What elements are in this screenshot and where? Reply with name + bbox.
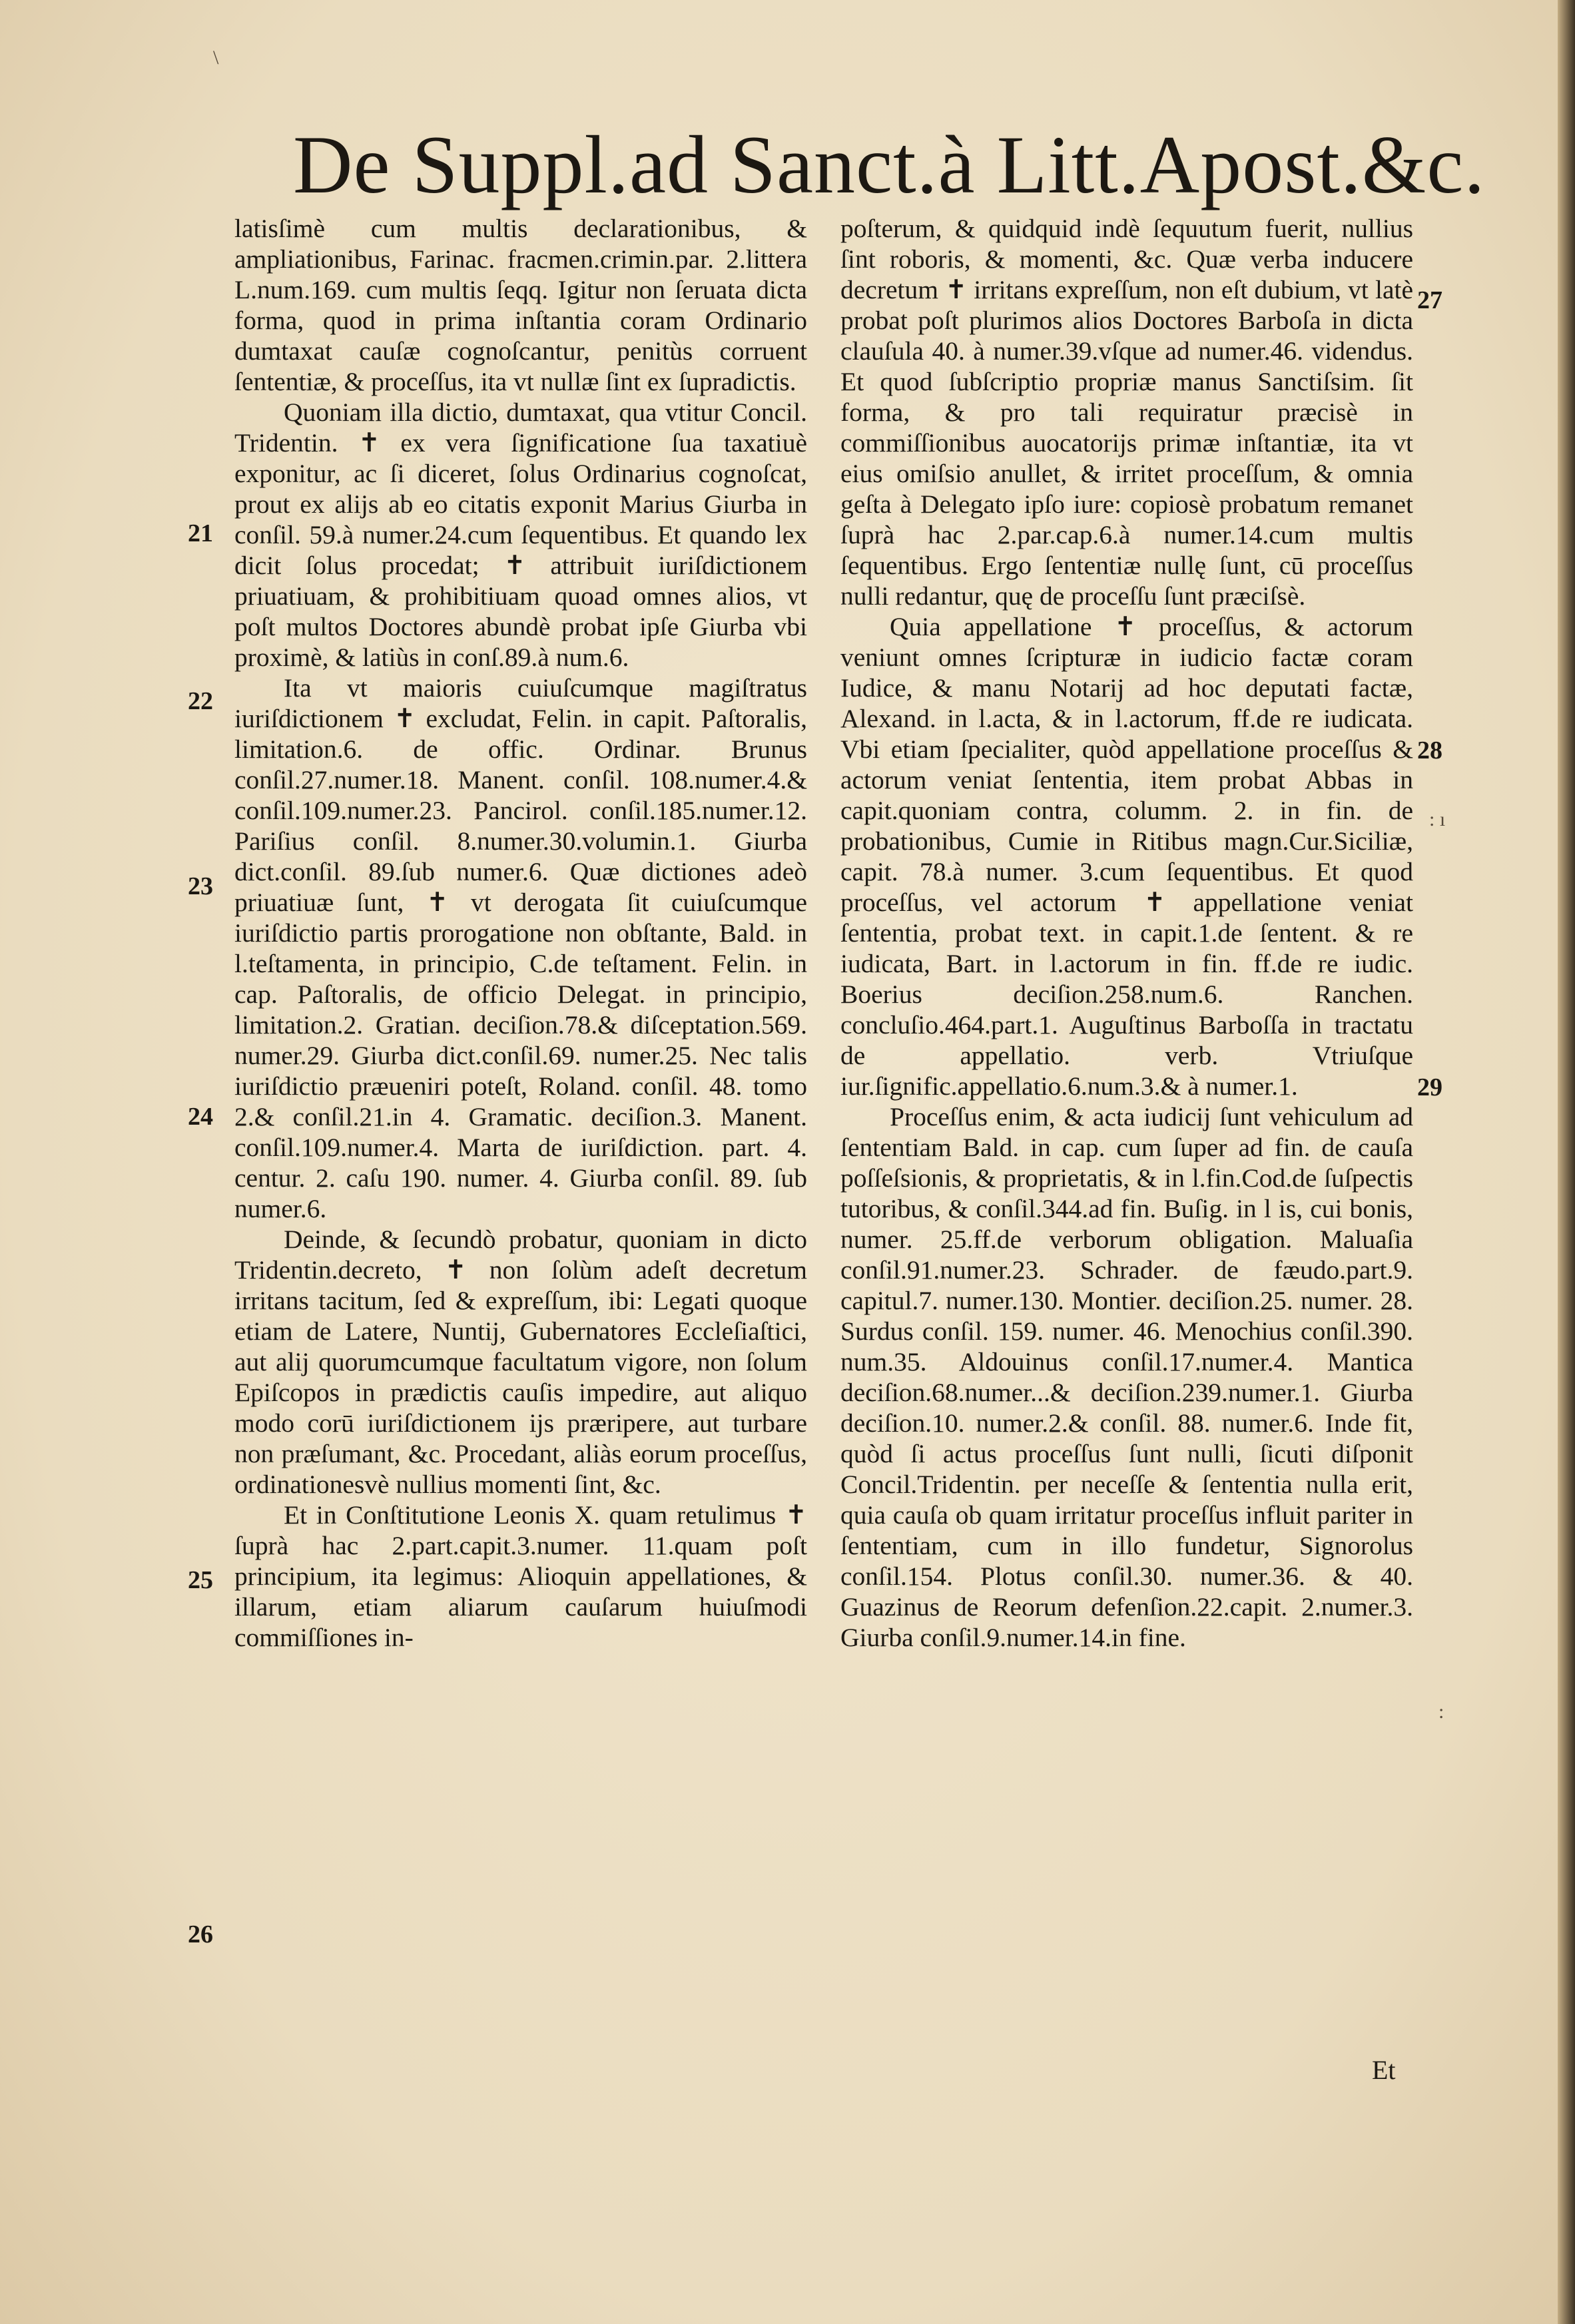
margin-number: 26 [188,1920,213,1948]
right-paragraph-2: Quia appellatione ✝ proceſſus, & actorum veniunt omnes ſcripturæ in iudicio factæ coram Iudice, & manu Notarij ad hoc deputati factæ, Alexand. in l.acta, & in l.actorum, ff.de re iudicata. Vbi etiam ſpecialiter, quòd appellatione proceſſus & actorum veniat ſententia, item probat Abbas in capit.quoniam contra, columm. 2. in fin. de probationibus, Cumie in Ritibus magn.Cur.Siciliæ, capit. 78.à numer. 3.cum ſequentibus. Et quod proceſſus, vel actorum ✝ appellatione veniat ſententia, probat text. in capit.1.de ſentent. & re iudicata, Bart. in l.actorum in fin. ff.de re iudic. Boerius deciſion.258.num.6. Ranchen. concluſio.464.part.1. Auguſtinus Barboſſa in tractatu de appellatio. verb. Vtriuſque iur.ſignific.appellatio.6.num.3.& à numer.1. [840,612,1413,1101]
right-paragraph-3: Proceſſus enim, & acta iudicij ſunt vehiculum ad ſententiam Bald. in cap. cum ſuper ad fin. de cauſa poſſeſsionis, & proprietatis, & in l.fin.Cod.de ſuſpectis tutoribus, & conſil.344.ad fin. Buſig. in l is, cui bonis, numer. 25.ff.de verborum obligation. Maluaſia conſil.91.numer.23. Schrader. de fæudo.part.9. capitul.7. numer.130. Montier. deciſion.25. numer. 28. Surdus conſil. 159. numer. 46. Menochius conſil.390. num.35. Aldouinus conſil.17.numer.4. Mantica deciſion.68.numer...& deciſion.239.numer.1. Giurba deciſion.10. numer.2.& conſil. 88. numer.6. Inde fit, quòd ſi actus proceſſus ſunt nulli, ſicuti diſponit Concil.Tridentin. per neceſſe & ſententia nulla erit, quia cauſa ob quam irritatur proceſſus influit pariter in ſententiam, cum in illo fundetur, Signorolus conſil.154. Plotus conſil.30. numer.36. & 40. Guazinus de Reorum defenſion.22.capit. 2.numer.3. Giurba conſil.9.numer.14.in fine. [840,1102,1413,1652]
margin-number: 21 [188,519,213,547]
running-header: De Suppl.ad Sanct.à Litt.Apost.&c. [293,119,1486,210]
margin-number: 27 [1417,286,1442,314]
left-paragraph-5: Et in Conſtitutione Leonis X. quam retulimus ✝ ſuprà hac 2.part.capit.3.numer. 11.quam poſt principium, ita legimus: Alioquin appellationes, & illarum, etiam aliarum cauſarum huiuſmodi commiſſiones in- [234,1500,807,1652]
left-paragraph-4: Deinde, & ſecundò probatur, quoniam in dicto Tridentin.decreto, ✝ non ſolùm adeſt decretum irritans tacitum, ſed & expreſſum, ibi: Legati quoque etiam de Latere, Nuntij, Gubernatores Eccleſiaſtici, aut alij quorumcumque facultatum vigore, non ſolum Epiſcopos in prædictis cauſis impedire, aut aliquo modo corū iuriſdictionem ijs præripere, aut turbare non præſumant, &c. Procedant, aliàs eorum proceſſus, ordinationesvè nullius momenti ſint, &c. [234,1225,807,1499]
page-edge [1558,0,1575,2324]
ink-mark: \ [213,47,219,69]
margin-number: 28 [1417,736,1442,764]
right-column [840,213,1413,1653]
margin-number: 23 [188,872,213,900]
left-paragraph-1: latisſimè cum multis declarationibus, & ampliationibus, Farinac. fracmen.crimin.par. 2.littera L.num.169. cum multis ſeqq. Igitur non ſeruata dicta forma, quod in prima inſtantia coram Ordinario dumtaxat cauſæ cognoſcantur, penitùs corruent ſententiæ, & proceſſus, ita vt nullæ ſint ex ſupradictis. [234,214,807,396]
left-paragraph-3: Ita vt maioris cuiuſcumque magiſtratus iuriſdictionem ✝ excludat, Felin. in capit. Paſtoralis, limitation.6. de offic. Ordinar. Brunus conſil.27.numer.18. Manent. conſil. 108.numer.4.& conſil.109.numer.23. Pancirol. conſil.185.numer.12. Pariſius conſil. 8.numer.30.volumin.1. Giurba dict.conſil. 89.ſub numer.6. Quæ dictiones adeò priuatiuæ ſunt, ✝ vt derogata ſit cuiuſcumque iuriſdictio partis prorogatione non obſtante, Bald. in l.teſtamenta, in principio, C.de teſtament. Felin. in cap. Paſtoralis, de officio Delegat. in principio, limitation.2. Gratian. deciſion.78.& diſceptation.569. numer.29. Giurba dict.conſil.69. numer.25. Nec talis iuriſdictio præueniri poteſt, Roland. conſil. 48. tomo 2.& conſil.21.in 4. Gramatic. deciſion.3. Manent. conſil.109.numer.4. Marta de iuriſdiction. part. 4. centur. 2. caſu 190. numer. 4. Giurba conſil. 89. ſub numer.6. [234,673,807,1223]
left-column [234,213,807,1653]
margin-number: 22 [188,687,213,715]
ink-mark: : [1438,1701,1444,1723]
left-paragraph-2: Quoniam illa dictio, dumtaxat, qua vtitur Concil. Tridentin. ✝ ex vera ſignificatione ſua taxatiuè exponitur, ac ſi diceret, ſolus Ordinarius cognoſcat, prout ex alijs ab eo citatis exponit Marius Giurba in conſil. 59.à numer.24.cum ſequentibus. Et quando lex dicit ſolus procedat; ✝ attribuit iuriſdictionem priuatiuam, & prohibitiuam quoad omnes alios, vt poſt multos Doctores abundè probat ipſe Giurba vbi proximè, & latiùs in conſ.89.à num.6. [234,398,807,672]
right-paragraph-1: poſterum, & quidquid indè ſequutum fuerit, nullius ſint roboris, & momenti, &c. Quæ verba inducere decretum ✝ irritans expreſſum, non eſt dubium, vt latè probat poſt plurimos alios Doctores Barboſa in dicta clauſula 40. à numer.39.vſque ad numer.46. videndus. Et quod ſubſcriptio propriæ manus Sanctiſsim. ſit forma, & pro tali requiratur præcisè in commiſſionibus auocatorijs primæ inſtantiæ, ita vt eius omiſsio anullet, & irritet proceſſum, & omnia geſta à Delegato ipſo iure: copiosè probatum remanet ſuprà hac 2.par.cap.6.à numer.14.cum multis ſequentibus. Ergo ſententiæ nullę ſunt, cū proceſſus nulli redantur, quę de proceſſu ſunt præciſsè. [840,214,1413,611]
ink-mark: : ı [1429,808,1446,830]
margin-number: 25 [188,1566,213,1594]
margin-number: 29 [1417,1073,1442,1101]
catchword: Et [1372,2055,1396,2085]
margin-number: 24 [188,1103,213,1131]
